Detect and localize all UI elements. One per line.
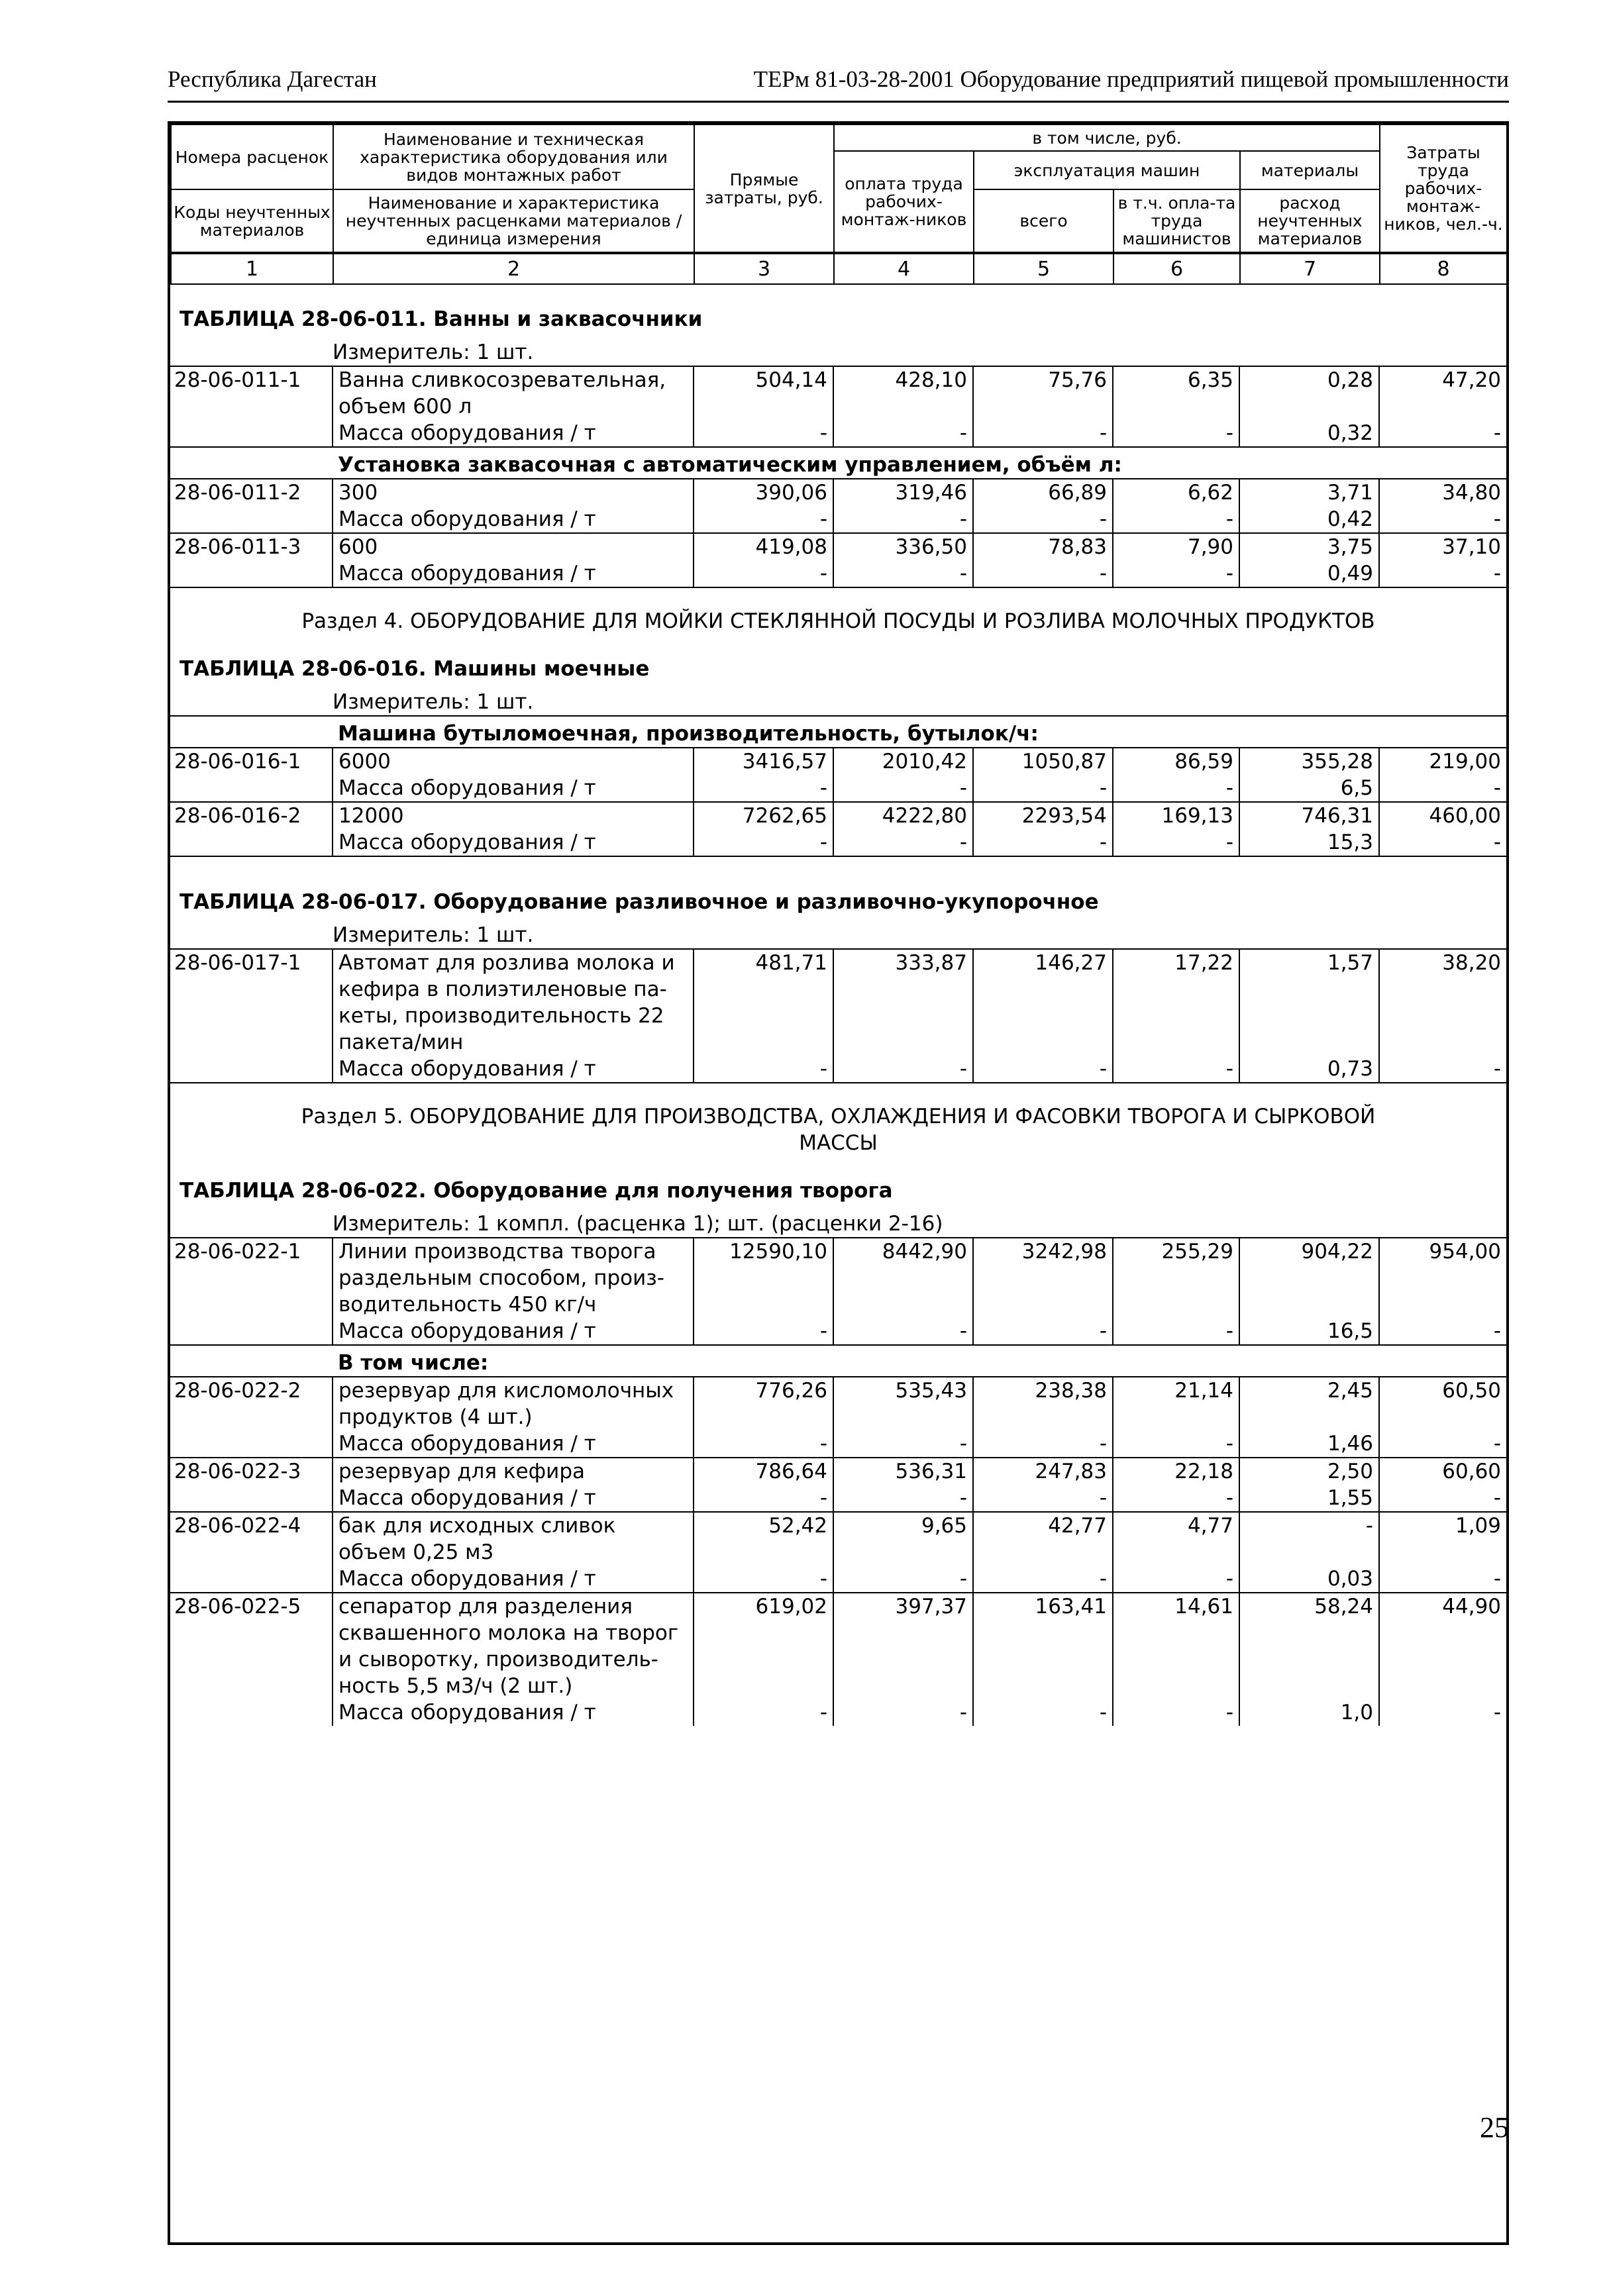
mass-machines-total: - [973, 1056, 1113, 1083]
mass-machinist-pay: - [1113, 420, 1239, 447]
machinist-pay: 7,90 [1113, 533, 1239, 560]
mass-row [170, 829, 1506, 856]
worker-pay: 535,43 [833, 1377, 973, 1430]
header-worker-pay: оплата труда рабочих-монтаж-ников [834, 151, 974, 253]
header-machine-operation: эксплуатация машин [974, 151, 1240, 189]
unit-of-measure-row [170, 1211, 1506, 1238]
table-header [170, 124, 1508, 285]
mass-worker-pay: - [833, 829, 973, 856]
mass-direct-costs: - [694, 506, 833, 533]
machines-total: 146,27 [973, 949, 1113, 1056]
subheading-row [170, 447, 1506, 479]
machines-total: 42,77 [973, 1512, 1113, 1566]
subheading-row [170, 716, 1506, 748]
header-including: в том числе, руб. [834, 125, 1380, 151]
rate-row [170, 1593, 1506, 1699]
direct-costs: 776,26 [694, 1377, 833, 1430]
rate-name: Линии производства творога раздельным способом, произ-водительность 450 кг/ч [333, 1238, 694, 1318]
mass-labor-hours: - [1379, 1566, 1506, 1593]
empty-code-cell [170, 447, 333, 479]
materials-value: 746,31 [1239, 802, 1379, 829]
mass-labor-hours: - [1379, 1430, 1506, 1458]
rate-name: бак для исходных сливок объем 0,25 м3 [333, 1512, 694, 1566]
mass-row [170, 506, 1506, 533]
rate-name: 6000 [333, 748, 694, 775]
materials-value: 2,50 [1239, 1458, 1379, 1485]
rate-row [170, 949, 1506, 1056]
empty-code-cell [170, 829, 333, 856]
subheading: Машина бутыломоечная, производительность, бутылок/ч: [333, 716, 1506, 748]
labor-hours: 219,00 [1379, 748, 1506, 775]
machines-total: 78,83 [973, 533, 1113, 560]
mass-label: Масса оборудования / т [333, 1430, 694, 1458]
rate-code: 28-06-022-2 [170, 1377, 333, 1430]
rate-name: Автомат для розлива молока и кефира в полиэтиленовые па-кеты, производительность 22 пакета/мин [333, 949, 694, 1056]
mass-machinist-pay: - [1113, 1318, 1239, 1345]
worker-pay: 9,65 [833, 1512, 973, 1566]
rate-row [170, 1512, 1506, 1566]
empty-code-cell [170, 1318, 333, 1345]
col-number: 7 [1240, 253, 1380, 284]
mass-materials-value: 1,0 [1239, 1699, 1379, 1726]
spacer-row [170, 1083, 1506, 1103]
materials-value: 1,57 [1239, 949, 1379, 1056]
machinist-pay: 14,61 [1113, 1593, 1239, 1699]
machinist-pay: 6,35 [1113, 366, 1239, 420]
mass-row [170, 1699, 1506, 1726]
unit-of-measure: Измеритель: 1 шт. [333, 690, 534, 714]
page-number: 25 [1480, 2111, 1509, 2144]
mass-label: Масса оборудования / т [333, 1318, 694, 1345]
mass-labor-hours: - [1379, 1699, 1506, 1726]
mass-machinist-pay: - [1113, 506, 1239, 533]
mass-materials-value: 0,42 [1239, 506, 1379, 533]
unit-of-measure: Измеритель: 1 шт. [333, 340, 534, 364]
rate-row [170, 479, 1506, 506]
materials-value: - [1239, 1512, 1379, 1566]
table-title: ТАБЛИЦА 28-06-017. Оборудование разливочное и разливочно-укупорочное [170, 856, 1506, 922]
worker-pay: 319,46 [833, 479, 973, 506]
mass-materials-value: 6,5 [1239, 775, 1379, 802]
rate-name: 300 [333, 479, 694, 506]
mass-label: Масса оборудования / т [333, 775, 694, 802]
worker-pay: 428,10 [833, 366, 973, 420]
materials-value: 58,24 [1239, 1593, 1379, 1699]
machinist-pay: 21,14 [1113, 1377, 1239, 1430]
table-title-row [170, 285, 1506, 339]
mass-machines-total: - [973, 1430, 1113, 1458]
col-number: 4 [834, 253, 974, 284]
header-materials: материалы [1240, 151, 1380, 189]
mass-labor-hours: - [1379, 775, 1506, 802]
worker-pay: 2010,42 [833, 748, 973, 775]
direct-costs: 390,06 [694, 479, 833, 506]
spacer-row [170, 587, 1506, 608]
empty-code-cell [170, 1430, 333, 1458]
mass-label: Масса оборудования / т [333, 1699, 694, 1726]
machines-total: 66,89 [973, 479, 1113, 506]
rate-row [170, 748, 1506, 775]
header-rate-numbers: Номера расценок [171, 125, 333, 189]
spacer [170, 1083, 1506, 1103]
mass-row [170, 420, 1506, 447]
mass-row [170, 1430, 1506, 1458]
empty-code-cell [170, 775, 333, 802]
machines-total: 163,41 [973, 1593, 1113, 1699]
mass-direct-costs: - [694, 1056, 833, 1083]
materials-value: 2,45 [1239, 1377, 1379, 1430]
header-material-names: Наименование и характеристика неучтенных расценками материалов / единица измерения [333, 189, 694, 253]
section-heading-row [170, 608, 1506, 634]
table-title-row [170, 856, 1506, 922]
worker-pay: 397,37 [833, 1593, 973, 1699]
mass-label: Масса оборудования / т [333, 506, 694, 533]
direct-costs: 7262,65 [694, 802, 833, 829]
header-machines-total: всего [974, 189, 1113, 253]
mass-machinist-pay: - [1113, 1699, 1239, 1726]
mass-label: Масса оборудования / т [333, 560, 694, 587]
rate-code: 28-06-016-2 [170, 802, 333, 829]
mass-row [170, 1566, 1506, 1593]
header-material-codes: Коды неучтенных материалов [171, 189, 333, 253]
rate-code: 28-06-011-3 [170, 533, 333, 560]
mass-direct-costs: - [694, 420, 833, 447]
mass-direct-costs: - [694, 1485, 833, 1512]
materials-value: 904,22 [1239, 1238, 1379, 1318]
mass-materials-value: 0,03 [1239, 1566, 1379, 1593]
mass-worker-pay: - [833, 1318, 973, 1345]
rate-row [170, 1377, 1506, 1430]
mass-machines-total: - [973, 420, 1113, 447]
empty-code-cell [170, 506, 333, 533]
mass-materials-value: 1,55 [1239, 1485, 1379, 1512]
header-labor-costs: Затраты труда рабочих-монтаж-ников, чел.-ч. [1380, 125, 1507, 253]
labor-hours: 44,90 [1379, 1593, 1506, 1699]
rate-name: 600 [333, 533, 694, 560]
direct-costs: 504,14 [694, 366, 833, 420]
machinist-pay: 6,62 [1113, 479, 1239, 506]
machinist-pay: 255,29 [1113, 1238, 1239, 1318]
section-heading-row [170, 1103, 1506, 1156]
col-number: 1 [171, 253, 333, 284]
mass-direct-costs: - [694, 560, 833, 587]
machinist-pay: 169,13 [1113, 802, 1239, 829]
mass-row [170, 560, 1506, 587]
mass-machines-total: - [973, 506, 1113, 533]
mass-direct-costs: - [694, 1430, 833, 1458]
mass-machines-total: - [973, 829, 1113, 856]
empty-code-cell [170, 1056, 333, 1083]
mass-label: Масса оборудования / т [333, 420, 694, 447]
direct-costs: 52,42 [694, 1512, 833, 1566]
unit-of-measure: Измеритель: 1 шт. [333, 923, 534, 947]
mass-machinist-pay: - [1113, 775, 1239, 802]
table-title: ТАБЛИЦА 28-06-016. Машины моечные [180, 657, 650, 681]
worker-pay: 8442,90 [833, 1238, 973, 1318]
machines-total: 75,76 [973, 366, 1113, 420]
mass-row [170, 775, 1506, 802]
unit-of-measure: Измеритель: 1 компл. (расценка 1); шт. (расценки 2-16) [333, 1212, 943, 1236]
mass-worker-pay: - [833, 1430, 973, 1458]
rate-code: 28-06-022-1 [170, 1238, 333, 1318]
mass-worker-pay: - [833, 1056, 973, 1083]
rates-table-frame [168, 121, 1509, 2245]
mass-worker-pay: - [833, 775, 973, 802]
section-heading: Раздел 5. ОБОРУДОВАНИЕ ДЛЯ ПРОИЗВОДСТВА, ОХЛАЖДЕНИЯ И ФАСОВКИ ТВОРОГА И СЫРКОВОЙ МАССЫ [301, 1105, 1376, 1155]
empty-code-cell [170, 420, 333, 447]
header-equipment-name: Наименование и техническая характеристика оборудования или видов монтажных работ [333, 125, 694, 189]
mass-machinist-pay: - [1113, 1485, 1239, 1512]
worker-pay: 536,31 [833, 1458, 973, 1485]
rates-table-body [170, 285, 1506, 1726]
rate-code: 28-06-022-5 [170, 1593, 333, 1699]
labor-hours: 37,10 [1379, 533, 1506, 560]
mass-direct-costs: - [694, 1318, 833, 1345]
page-header-title: ТЕРм 81-03-28-2001 Оборудование предприятий пищевой промышленности [753, 66, 1509, 92]
mass-labor-hours: - [1379, 829, 1506, 856]
unit-of-measure-row [170, 922, 1506, 949]
rate-name: Ванна сливкосозревательная, объем 600 л [333, 366, 694, 420]
direct-costs: 12590,10 [694, 1238, 833, 1318]
machines-total: 1050,87 [973, 748, 1113, 775]
labor-hours: 34,80 [1379, 479, 1506, 506]
mass-worker-pay: - [833, 420, 973, 447]
rate-code: 28-06-011-2 [170, 479, 333, 506]
rate-name: резервуар для кисломолочных продуктов (4 шт.) [333, 1377, 694, 1430]
mass-worker-pay: - [833, 1699, 973, 1726]
mass-row [170, 1318, 1506, 1345]
worker-pay: 4222,80 [833, 802, 973, 829]
machinist-pay: 17,22 [1113, 949, 1239, 1056]
empty-code-cell [170, 1699, 333, 1726]
mass-labor-hours: - [1379, 506, 1506, 533]
mass-machinist-pay: - [1113, 1056, 1239, 1083]
rate-name: сепаратор для разделения сквашенного молока на творог и сыворотку, производитель-ность 5,5 м3/ч (2 шт.) [333, 1593, 694, 1699]
mass-row [170, 1056, 1506, 1083]
mass-machines-total: - [973, 1566, 1113, 1593]
mass-label: Масса оборудования / т [333, 829, 694, 856]
rate-row [170, 1458, 1506, 1485]
machines-total: 247,83 [973, 1458, 1113, 1485]
empty-code-cell [170, 716, 333, 748]
labor-hours: 60,60 [1379, 1458, 1506, 1485]
machines-total: 238,38 [973, 1377, 1113, 1430]
header-direct-costs: Прямые затраты, руб. [694, 125, 834, 253]
materials-value: 3,71 [1239, 479, 1379, 506]
table-title: ТАБЛИЦА 28-06-022. Оборудование для получения творога [180, 1179, 893, 1203]
labor-hours: 60,50 [1379, 1377, 1506, 1430]
section-heading: Раздел 4. ОБОРУДОВАНИЕ ДЛЯ МОЙКИ СТЕКЛЯННОЙ ПОСУДЫ И РОЗЛИВА МОЛОЧНЫХ ПРОДУКТОВ [301, 609, 1375, 633]
rate-code: 28-06-022-4 [170, 1512, 333, 1566]
subheading-row [170, 1345, 1506, 1377]
rate-row [170, 533, 1506, 560]
mass-direct-costs: - [694, 775, 833, 802]
unit-of-measure-row [170, 689, 1506, 716]
table-title-row [170, 1156, 1506, 1211]
mass-labor-hours: - [1379, 560, 1506, 587]
mass-worker-pay: - [833, 560, 973, 587]
mass-direct-costs: - [694, 829, 833, 856]
mass-materials-value: 0,32 [1239, 420, 1379, 447]
machinist-pay: 4,77 [1113, 1512, 1239, 1566]
table-title-row [170, 634, 1506, 689]
labor-hours: 47,20 [1379, 366, 1506, 420]
mass-label: Масса оборудования / т [333, 1566, 694, 1593]
direct-costs: 786,64 [694, 1458, 833, 1485]
labor-hours: 1,09 [1379, 1512, 1506, 1566]
mass-machinist-pay: - [1113, 1566, 1239, 1593]
empty-code-cell [170, 1345, 333, 1377]
machines-total: 3242,98 [973, 1238, 1113, 1318]
mass-labor-hours: - [1379, 1056, 1506, 1083]
mass-worker-pay: - [833, 1566, 973, 1593]
mass-machines-total: - [973, 1699, 1113, 1726]
machinist-pay: 22,18 [1113, 1458, 1239, 1485]
spacer [170, 587, 1506, 608]
mass-machines-total: - [973, 1318, 1113, 1345]
machines-total: 2293,54 [973, 802, 1113, 829]
mass-machines-total: - [973, 1485, 1113, 1512]
mass-machinist-pay: - [1113, 1430, 1239, 1458]
empty-code-cell [170, 1485, 333, 1512]
worker-pay: 336,50 [833, 533, 973, 560]
mass-labor-hours: - [1379, 1485, 1506, 1512]
mass-materials-value: 0,49 [1239, 560, 1379, 587]
empty-code-cell [170, 1566, 333, 1593]
mass-labor-hours: - [1379, 1318, 1506, 1345]
rate-name: резервуар для кефира [333, 1458, 694, 1485]
header-machinist-pay: в т.ч. опла-та труда машинистов [1113, 189, 1240, 253]
materials-value: 3,75 [1239, 533, 1379, 560]
mass-direct-costs: - [694, 1566, 833, 1593]
mass-labor-hours: - [1379, 420, 1506, 447]
header-unaccounted-materials: расход неучтенных материалов [1240, 189, 1380, 253]
mass-direct-costs: - [694, 1699, 833, 1726]
direct-costs: 619,02 [694, 1593, 833, 1699]
mass-label: Масса оборудования / т [333, 1485, 694, 1512]
rate-code: 28-06-017-1 [170, 949, 333, 1056]
mass-materials-value: 1,46 [1239, 1430, 1379, 1458]
mass-materials-value: 16,5 [1239, 1318, 1379, 1345]
mass-row [170, 1485, 1506, 1512]
mass-worker-pay: - [833, 506, 973, 533]
rate-code: 28-06-022-3 [170, 1458, 333, 1485]
direct-costs: 3416,57 [694, 748, 833, 775]
page-header-region: Республика Дагестан [168, 66, 377, 92]
subheading: Установка заквасочная с автоматическим управлением, объём л: [333, 447, 1506, 479]
mass-worker-pay: - [833, 1485, 973, 1512]
col-number: 5 [974, 253, 1113, 284]
labor-hours: 460,00 [1379, 802, 1506, 829]
mass-materials-value: 0,73 [1239, 1056, 1379, 1083]
col-number: 3 [694, 253, 834, 284]
rate-row [170, 1238, 1506, 1318]
labor-hours: 38,20 [1379, 949, 1506, 1056]
mass-machines-total: - [973, 775, 1113, 802]
labor-hours: 954,00 [1379, 1238, 1506, 1318]
unit-of-measure-row [170, 339, 1506, 366]
mass-machines-total: - [973, 560, 1113, 587]
materials-value: 355,28 [1239, 748, 1379, 775]
empty-code-cell [170, 560, 333, 587]
direct-costs: 481,71 [694, 949, 833, 1056]
table-title: ТАБЛИЦА 28-06-011. Ванны и заквасочники [180, 307, 703, 331]
subheading: В том числе: [333, 1345, 1506, 1377]
direct-costs: 419,08 [694, 533, 833, 560]
mass-label: Масса оборудования / т [333, 1056, 694, 1083]
rate-code: 28-06-016-1 [170, 748, 333, 775]
col-number: 2 [333, 253, 694, 284]
header-rule [168, 101, 1509, 103]
mass-machinist-pay: - [1113, 829, 1239, 856]
rate-name: 12000 [333, 802, 694, 829]
col-number: 8 [1380, 253, 1507, 284]
machinist-pay: 86,59 [1113, 748, 1239, 775]
materials-value: 0,28 [1239, 366, 1379, 420]
col-number: 6 [1113, 253, 1240, 284]
rate-code: 28-06-011-1 [170, 366, 333, 420]
mass-machinist-pay: - [1113, 560, 1239, 587]
mass-materials-value: 15,3 [1239, 829, 1379, 856]
rate-row [170, 802, 1506, 829]
worker-pay: 333,87 [833, 949, 973, 1056]
rate-row [170, 366, 1506, 420]
